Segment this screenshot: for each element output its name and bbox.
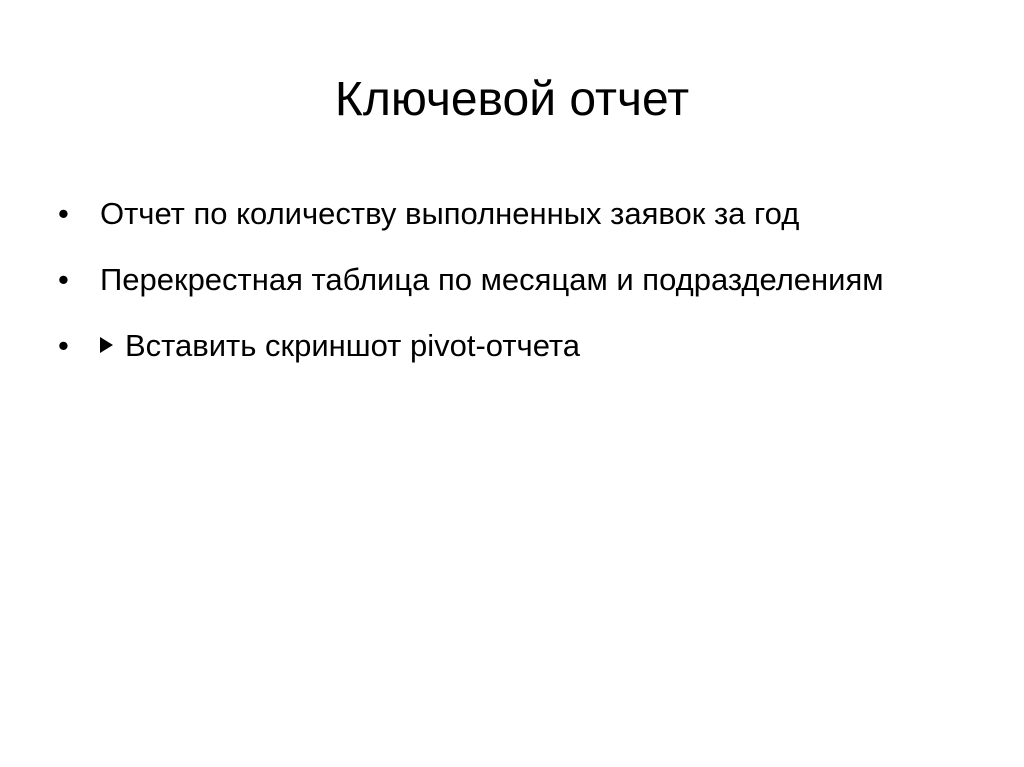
slide-title: Ключевой отчет (334, 73, 690, 126)
bullet-text: Вставить скриншот pivot-отчета (125, 328, 581, 363)
bullet-dot-icon: • (58, 262, 69, 297)
bullet-list (52, 188, 982, 386)
bullet-dot-icon: • (58, 196, 69, 231)
bullet-text: Отчет по количеству выполненных заявок за год (100, 196, 800, 231)
bullet-item-report-count (52, 188, 982, 240)
bullet-dot-icon: • (58, 328, 69, 363)
play-triangle-icon (100, 337, 113, 353)
bullet-text: Перекрестная таблица по месяцам и подразделениям (100, 262, 884, 297)
bullet-item-cross-table (52, 254, 982, 306)
bullet-item-pivot-screenshot (52, 320, 982, 372)
